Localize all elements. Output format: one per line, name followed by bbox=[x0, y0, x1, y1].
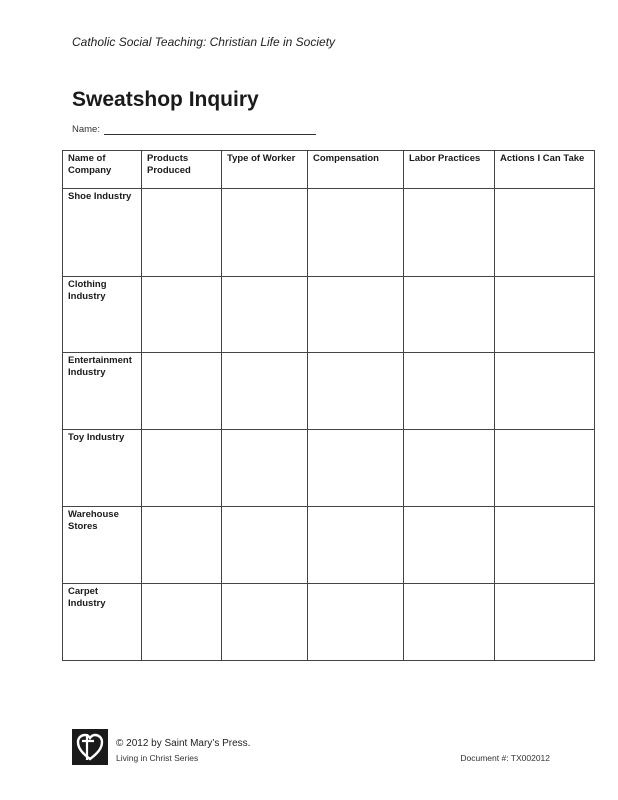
table-cell[interactable] bbox=[308, 507, 404, 584]
table-cell[interactable] bbox=[142, 353, 222, 430]
table-cell[interactable] bbox=[495, 277, 595, 353]
name-blank-line[interactable] bbox=[104, 125, 316, 135]
table-cell[interactable] bbox=[308, 430, 404, 507]
table-cell[interactable] bbox=[404, 353, 495, 430]
column-header: Name of Company bbox=[63, 151, 142, 189]
table-cell[interactable] bbox=[495, 584, 595, 661]
table-cell[interactable] bbox=[222, 584, 308, 661]
table-cell[interactable] bbox=[404, 277, 495, 353]
series-name: Living in Christ Series bbox=[116, 753, 199, 763]
name-field bbox=[72, 124, 316, 135]
table-cell[interactable] bbox=[308, 353, 404, 430]
name-label: Name: bbox=[72, 124, 100, 135]
table-cell[interactable] bbox=[222, 353, 308, 430]
table-cell[interactable] bbox=[308, 277, 404, 353]
table-row bbox=[63, 189, 595, 277]
row-label: Toy Industry bbox=[63, 430, 142, 507]
table-cell[interactable] bbox=[142, 277, 222, 353]
table-cell[interactable] bbox=[495, 507, 595, 584]
table-cell[interactable] bbox=[404, 584, 495, 661]
table-cell[interactable] bbox=[495, 189, 595, 277]
page-title: Sweatshop Inquiry bbox=[72, 88, 259, 111]
table-cell[interactable] bbox=[222, 189, 308, 277]
table-row bbox=[63, 430, 595, 507]
table-row bbox=[63, 584, 595, 661]
table-cell[interactable] bbox=[404, 507, 495, 584]
table-cell[interactable] bbox=[404, 430, 495, 507]
table-cell[interactable] bbox=[495, 353, 595, 430]
table-header-row bbox=[63, 151, 595, 189]
table-cell[interactable] bbox=[142, 189, 222, 277]
table-cell[interactable] bbox=[142, 584, 222, 661]
row-label: Shoe Industry bbox=[63, 189, 142, 277]
column-header: Labor Practices bbox=[404, 151, 495, 189]
inquiry-table bbox=[62, 150, 595, 661]
table-row bbox=[63, 277, 595, 353]
table-row bbox=[63, 507, 595, 584]
series-header: Catholic Social Teaching: Christian Life in Society bbox=[72, 35, 336, 49]
table-cell[interactable] bbox=[142, 507, 222, 584]
row-label: Warehouse Stores bbox=[63, 507, 142, 584]
document-number: Document #: TX002012 bbox=[460, 753, 550, 763]
copyright-text: © 2012 by Saint Mary’s Press. bbox=[116, 738, 251, 749]
table-cell[interactable] bbox=[222, 507, 308, 584]
saint-marys-press-logo-icon bbox=[72, 729, 108, 765]
table-row bbox=[63, 353, 595, 430]
column-header: Type of Worker bbox=[222, 151, 308, 189]
row-label: Entertainment Industry bbox=[63, 353, 142, 430]
table-cell[interactable] bbox=[142, 430, 222, 507]
table-cell[interactable] bbox=[308, 189, 404, 277]
table-cell[interactable] bbox=[222, 430, 308, 507]
table-cell[interactable] bbox=[308, 584, 404, 661]
column-header: Actions I Can Take bbox=[495, 151, 595, 189]
column-header: Compensation bbox=[308, 151, 404, 189]
row-label: Carpet Industry bbox=[63, 584, 142, 661]
row-label: Clothing Industry bbox=[63, 277, 142, 353]
table-cell[interactable] bbox=[495, 430, 595, 507]
column-header: Products Produced bbox=[142, 151, 222, 189]
table-cell[interactable] bbox=[222, 277, 308, 353]
table-cell[interactable] bbox=[404, 189, 495, 277]
